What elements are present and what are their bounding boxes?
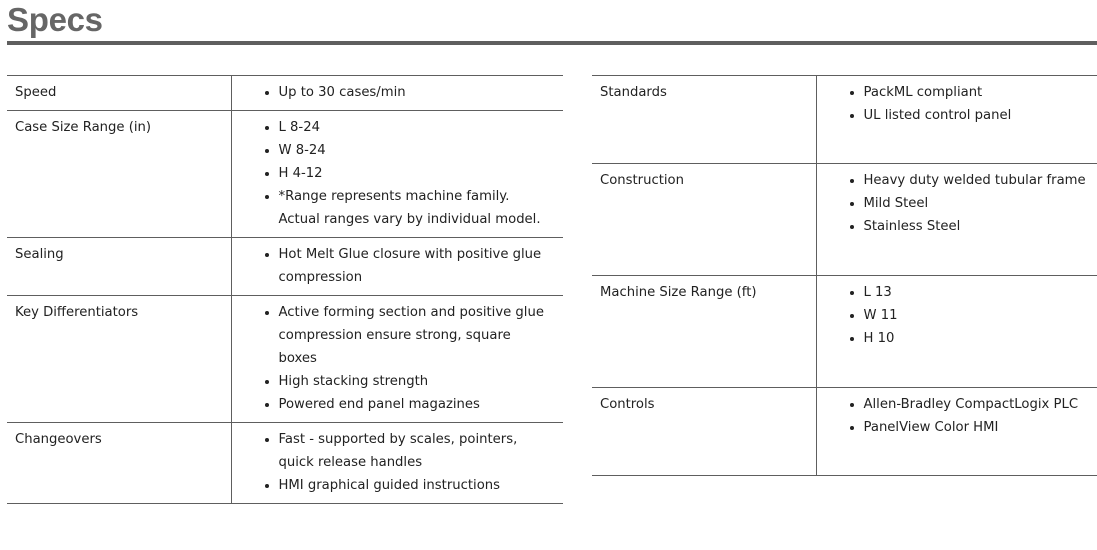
- spec-row-sealing: [7, 238, 563, 296]
- spec-values: [231, 238, 563, 296]
- specs-table-left: [7, 75, 563, 504]
- spec-value-item: • Hot Melt Glue closure with positive glue compression: [279, 243, 554, 289]
- spec-label: Construction: [592, 164, 816, 276]
- title-divider: [7, 41, 1097, 45]
- spec-row-speed: [7, 76, 563, 111]
- spec-values: [816, 388, 1097, 476]
- spec-value-item: • Mild Steel: [864, 192, 1088, 215]
- spec-values: [231, 423, 563, 504]
- spec-label: Standards: [592, 76, 816, 164]
- spec-value-item: • UL listed control panel: [864, 104, 1088, 127]
- spec-values: [231, 111, 563, 238]
- spec-values: [816, 76, 1097, 164]
- spec-value-item: • L 13: [864, 281, 1088, 304]
- spec-label: Case Size Range (in): [7, 111, 231, 238]
- spec-label: Changeovers: [7, 423, 231, 504]
- spec-value-item: • PackML compliant: [864, 81, 1088, 104]
- spec-value-item: • W 11: [864, 304, 1088, 327]
- spec-value-item: • *Range represents machine family. Actual ranges vary by individual model.: [279, 185, 554, 231]
- spec-value-item: • HMI graphical guided instructions: [279, 474, 554, 497]
- spec-label: Key Differentiators: [7, 296, 231, 423]
- spec-label: Machine Size Range (ft): [592, 276, 816, 388]
- spec-value-item: • PanelView Color HMI: [864, 416, 1088, 439]
- spec-values: [231, 76, 563, 111]
- spec-values: [816, 276, 1097, 388]
- specs-table-right: [592, 75, 1097, 476]
- spec-values: [231, 296, 563, 423]
- spec-value-item: • Fast - supported by scales, pointers, quick release handles: [279, 428, 554, 474]
- spec-row-changeovers: [7, 423, 563, 504]
- spec-value-item: • Allen-Bradley CompactLogix PLC: [864, 393, 1088, 416]
- spec-value-item: • Up to 30 cases/min: [279, 81, 554, 104]
- spec-row-standards: [592, 76, 1097, 164]
- spec-value-item: • Active forming section and positive glue compression ensure strong, square boxes: [279, 301, 554, 370]
- spec-value-item: • W 8-24: [279, 139, 554, 162]
- spec-row-case-size-range: [7, 111, 563, 238]
- spec-values: [816, 164, 1097, 276]
- page-title: Specs: [7, 1, 103, 38]
- spec-label: Sealing: [7, 238, 231, 296]
- spec-value-item: • Powered end panel magazines: [279, 393, 554, 416]
- spec-row-key-differentiators: [7, 296, 563, 423]
- spec-row-controls: [592, 388, 1097, 476]
- spec-value-item: • H 4-12: [279, 162, 554, 185]
- spec-label: Speed: [7, 76, 231, 111]
- spec-value-item: • L 8-24: [279, 116, 554, 139]
- spec-value-item: • Stainless Steel: [864, 215, 1088, 238]
- spec-row-construction: [592, 164, 1097, 276]
- spec-value-item: • Heavy duty welded tubular frame: [864, 169, 1088, 192]
- spec-value-item: • H 10: [864, 327, 1088, 350]
- spec-label: Controls: [592, 388, 816, 476]
- spec-value-item: • High stacking strength: [279, 370, 554, 393]
- spec-row-machine-size-range: [592, 276, 1097, 388]
